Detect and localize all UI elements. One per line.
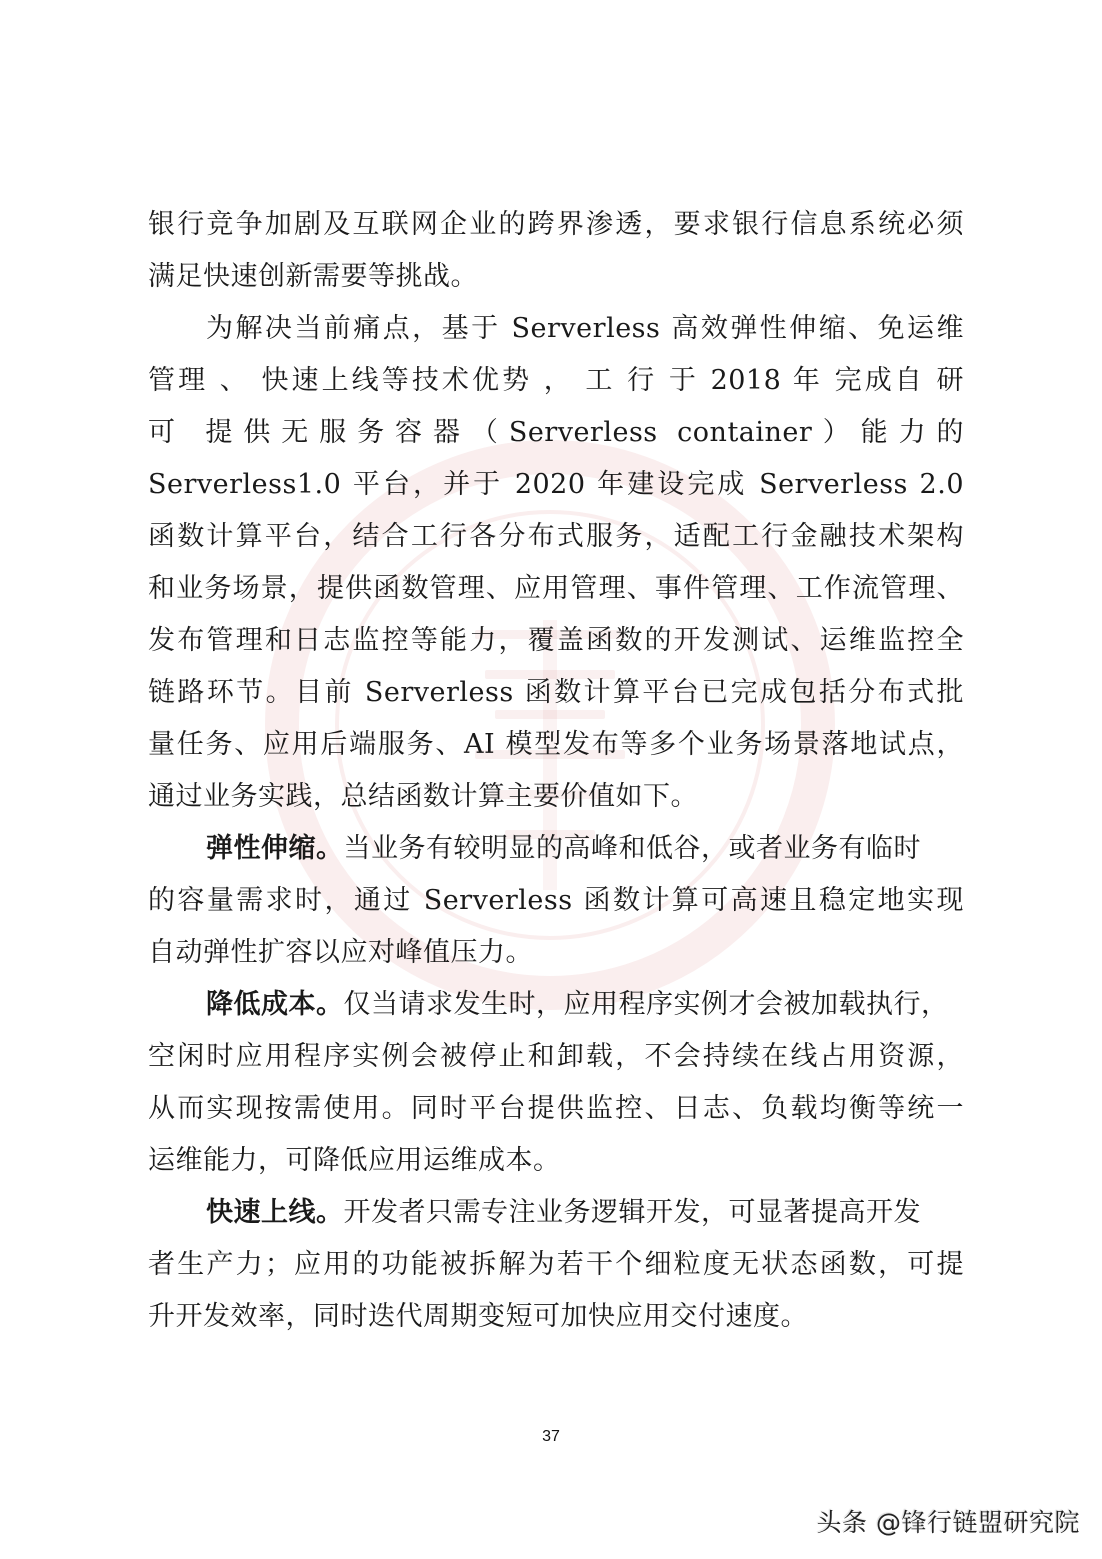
paragraph-line: 空闲时应用程序实例会被停止和卸载，不会持续在线占用资源， — [148, 1041, 964, 1072]
paragraph-line: 满足快速创新需要等挑战。 — [148, 261, 478, 292]
paragraph-line: 升开发效率，同时迭代周期变短可加快应用交付速度。 — [148, 1301, 808, 1332]
paragraph-text: 当业务有较明显的高峰和低谷，或者业务有临时 — [343, 833, 921, 864]
paragraph-line: 可 提供无服务容器（Serverless container）能力的 — [148, 417, 964, 448]
paragraph-heading: 弹性伸缩。 — [206, 833, 344, 864]
paragraph-line — [148, 1193, 964, 1233]
paragraph-line: 通过业务实践，总结函数计算主要价值如下。 — [148, 781, 698, 812]
paragraph-heading: 快速上线。 — [206, 1197, 344, 1228]
paragraph-line: 和业务场景，提供函数管理、应用管理、事件管理、工作流管理、 — [148, 573, 964, 604]
paragraph-line: 的容量需求时，通过 Serverless 函数计算可高速且稳定地实现 — [148, 885, 964, 916]
paragraph-heading: 降低成本。 — [206, 989, 344, 1020]
paragraph-text: 开发者只需专注业务逻辑开发，可显著提高开发 — [343, 1197, 921, 1228]
paragraph-line: 自动弹性扩容以应对峰值压力。 — [148, 937, 533, 968]
paragraph-line — [148, 829, 964, 869]
paragraph-line: Serverless1.0 平台，并于 2020 年建设完成 Serverless 2.0 — [148, 469, 964, 500]
paragraph-line: 函数计算平台，结合工行各分布式服务，适配工行金融技术架构 — [148, 521, 964, 552]
paragraph-line: 量任务、应用后端服务、AI 模型发布等多个业务场景落地试点， — [148, 729, 964, 760]
paragraph-line: 运维能力，可降低应用运维成本。 — [148, 1145, 561, 1176]
paragraph-line: 者生产力；应用的功能被拆解为若干个细粒度无状态函数，可提 — [148, 1249, 964, 1280]
paragraph-line — [148, 985, 964, 1025]
paragraph-line: 从而实现按需使用。同时平台提供监控、日志、负载均衡等统一 — [148, 1093, 964, 1124]
paragraph-line: 链路环节。目前 Serverless 函数计算平台已完成包括分布式批 — [148, 677, 964, 708]
paragraph-line: 为解决当前痛点，基于 Serverless 高效弹性伸缩、免运维 — [206, 313, 964, 344]
source-watermark-tag: 头条 @锋行链盟研究院 — [816, 1508, 1080, 1537]
paragraph-line: 银行竞争加剧及互联网企业的跨界渗透，要求银行信息系统必须 — [148, 209, 964, 240]
page-number: 37 — [542, 1428, 560, 1445]
paragraph-line: 发布管理和日志监控等能力，覆盖函数的开发测试、运维监控全 — [148, 625, 964, 656]
paragraph-line: 管理 、 快速上线等技术优势 ， 工 行 于 2018 年 完成自 研 — [148, 365, 964, 396]
paragraph-text: 仅当请求发生时，应用程序实例才会被加载执行， — [343, 989, 949, 1020]
